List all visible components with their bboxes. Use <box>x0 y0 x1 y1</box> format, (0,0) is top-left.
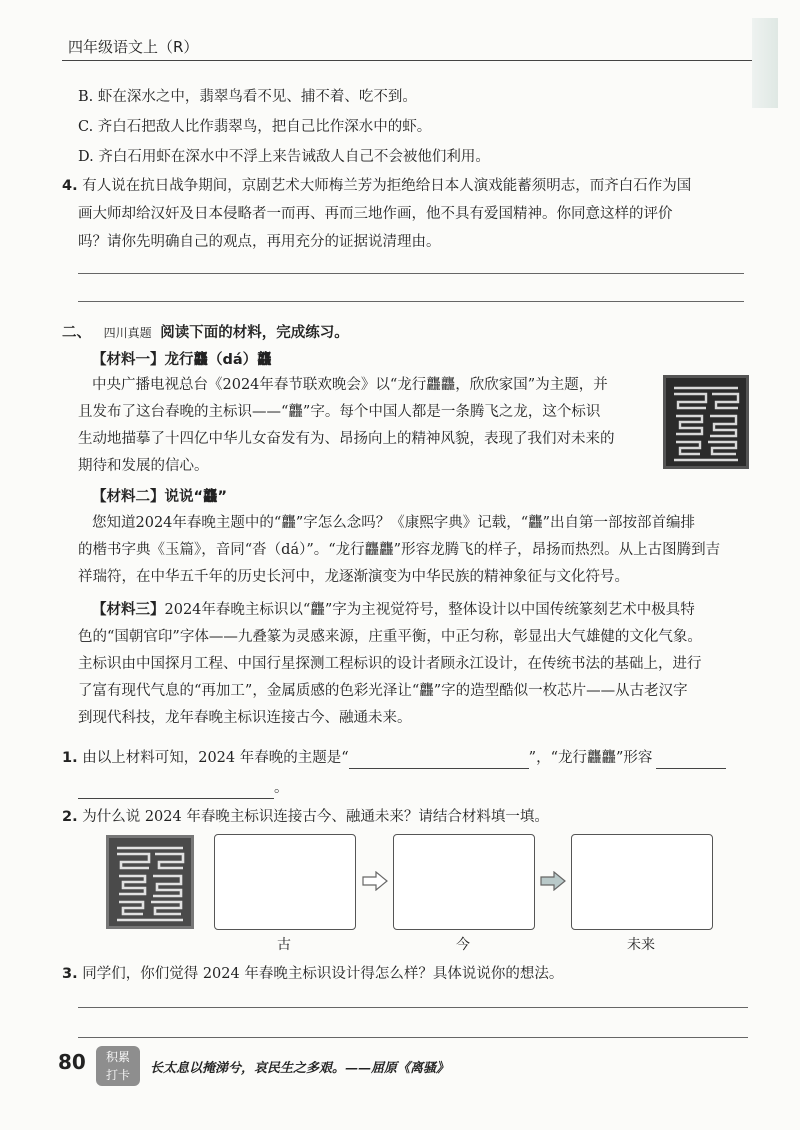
arrow-right-icon <box>362 871 388 891</box>
q1-end: 。 <box>274 780 289 796</box>
q4-number: 4. <box>62 178 78 194</box>
q2-text: 为什么说 2024 年春晚主标识连接古今、融通未来？请结合材料填一填。 <box>82 809 549 825</box>
caption-future: 未来 <box>627 937 655 953</box>
q3-answer-line-1[interactable] <box>78 1007 748 1008</box>
q1-line2 <box>78 777 289 799</box>
m3-line <box>78 597 746 624</box>
q1-theme-blank[interactable] <box>349 752 529 769</box>
dragon-seal-logo <box>663 375 749 469</box>
m3-line: 到现代科技，龙年春晚主标识连接古今、融通未来。 <box>78 710 412 726</box>
q1-describe-blank[interactable] <box>656 752 726 769</box>
badge-bottom-text: 打卡 <box>105 1068 130 1082</box>
m3-line: 色的“国朝官印”字体——九叠篆为灵感来源，庄重平衡，中正匀称，彰显出大气雄健的文化气象。 <box>78 629 702 645</box>
page-number: 80 <box>58 1050 86 1074</box>
m2-line: 的楷书字典《玉篇》，音同“沓（dá）”。“龙行龘龘”形容龙腾飞的样子，昂扬而热烈。从上古图腾到吉 <box>78 542 721 558</box>
m3-line: 主标识由中国探月工程、中国行星探测工程标识的设计者顾永江设计，在传统书法的基础上，进行 <box>78 656 702 672</box>
q4-text-1: 有人说在抗日战争期间，京剧艺术大师梅兰芳为拒绝给日本人演戏能蓄须明志，而齐白石作为国 <box>82 178 692 194</box>
q1-line1 <box>62 747 726 769</box>
m2-line: 您知道2024年春晚主题中的“龘”字怎么念吗？《康熙字典》记载，“龘”出自第一部按部首编排 <box>92 515 696 531</box>
q1-number: 1. <box>62 750 78 766</box>
q4-line2: 画大师却给汉奸及日本侵略者一而再、再而三地作画，他不具有爱国精神。你同意这样的评价 <box>78 206 673 222</box>
option-d: D. 齐白石用虾在深水中不浮上来告诫敌人自己不会被他们利用。 <box>78 149 490 165</box>
q4-answer-line-1[interactable] <box>78 273 744 274</box>
section2-header <box>62 322 349 344</box>
option-b: B. 虾在深水之中，翡翠鸟看不见、捕不着、吃不到。 <box>78 89 417 105</box>
m1-heading: 【材料一】龙行龘（dá）龘 <box>92 352 272 368</box>
m2-line: 祥瑞符，在中华五千年的历史长河中，龙逐渐演变为中华民族的精神象征与文化符号。 <box>78 569 629 585</box>
book-title: 四年级语文上（R） <box>68 38 199 56</box>
answer-box-future[interactable] <box>571 834 713 930</box>
option-c: C. 齐白石把敌人比作翡翠鸟，把自己比作深水中的虾。 <box>78 119 432 135</box>
m1-line: 期待和发展的信心。 <box>78 458 209 474</box>
section2-title: 阅读下面的材料，完成练习。 <box>160 325 349 341</box>
m1-line: 中央广播电视总台《2024年春节联欢晚会》以“龙行龘龘，欣欣家国”为主题，并 <box>92 377 608 393</box>
q3-number: 3. <box>62 966 78 982</box>
m2-body <box>78 510 746 591</box>
caption-ancient: 古 <box>277 937 291 953</box>
section2-tag: 四川真题 <box>103 326 152 340</box>
answer-box-ancient[interactable] <box>214 834 356 930</box>
accumulate-badge <box>96 1046 140 1086</box>
q2-line <box>62 806 549 828</box>
m1-line: 生动地描摹了十四亿中华儿女奋发有为、昂扬向上的精神风貌，表现了我们对未来的 <box>78 431 615 447</box>
page-edge-mark <box>752 18 778 108</box>
q2-number: 2. <box>62 809 78 825</box>
arrow-right-icon <box>540 871 566 891</box>
m1-body <box>78 372 656 480</box>
dragon-seal-logo-metal <box>106 835 194 929</box>
q4-line1 <box>62 175 691 197</box>
q3-answer-line-2[interactable] <box>78 1037 748 1038</box>
q4-answer-line-2[interactable] <box>78 301 744 302</box>
header-divider <box>62 60 752 61</box>
m3-line-0: 2024年春晚主标识以“龘”字为主视觉符号，整体设计以中国传统篆刻艺术中极具特 <box>164 602 695 618</box>
m3-line: 了富有现代气息的“再加工”，金属质感的色彩光泽让“龘”字的造型酷似一枚芯片——从古老汉字 <box>78 683 688 699</box>
q1-text-a: 由以上材料可知，2024 年春晚的主题是“ <box>82 750 349 766</box>
m1-line: 且发布了这台春晚的主标识——“龘”字。每个中国人都是一条腾飞之龙，这个标识 <box>78 404 601 420</box>
caption-present: 今 <box>456 937 470 953</box>
q1-describe-blank-cont[interactable] <box>78 782 274 799</box>
footer-quote: 长太息以掩涕兮，哀民生之多艰。——屈原《离骚》 <box>150 1061 450 1076</box>
q3-text: 同学们，你们觉得 2024 年春晚主标识设计得怎么样？具体说说你的想法。 <box>82 966 564 982</box>
q1-text-b: ”，“龙行龘龘”形容 <box>528 750 653 766</box>
q4-line3: 吗？请你先明确自己的观点，再用充分的证据说清理由。 <box>78 234 441 250</box>
m2-heading: 【材料二】说说“龘” <box>92 489 228 505</box>
m3-body <box>78 597 746 732</box>
answer-box-present[interactable] <box>393 834 535 930</box>
section2-number: 二、 <box>62 324 91 341</box>
m3-heading: 【材料三】 <box>92 602 165 618</box>
q3-line <box>62 963 563 985</box>
badge-top-text: 积累 <box>105 1050 130 1064</box>
